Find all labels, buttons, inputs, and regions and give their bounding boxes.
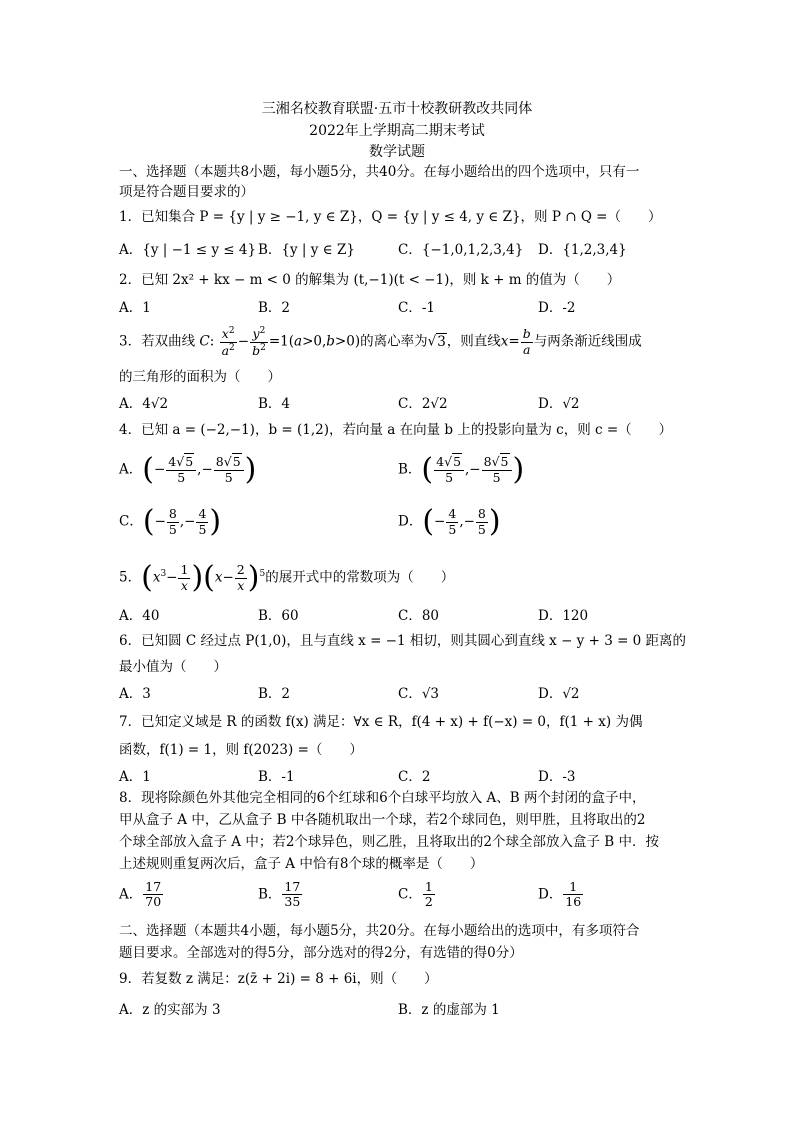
q4-option-c: C．(− $\frac{8}{5}$ ,− $\frac{4}{5}$ )	[119, 504, 222, 539]
section2-instructions-1: 二、选择题（本题共4小题，每小题5分，共20分。在每小题给出的选项中，有多项符合	[119, 923, 640, 939]
header-alliance: 三湘名校教育联盟·五市十校教研教改共同体	[261, 101, 533, 117]
q3-stem-post: 与两条渐近线围成	[533, 333, 642, 350]
q3-stem-mid: 的离心率为	[360, 333, 428, 350]
q8-option-c: C． $\frac{1}{2}$	[398, 879, 433, 910]
q4-option-c-label: C．	[119, 513, 143, 530]
q3-stem-mid2: ，则直线	[446, 333, 501, 350]
q9-option-b: B．z 的虚部为 1	[398, 1002, 500, 1018]
q3-option-a: A．4√2	[119, 396, 169, 412]
q1-option-d: D．{1,2,3,4}	[538, 242, 627, 258]
q5-option-c: C．80	[398, 608, 440, 624]
q3-option-d: D．√2	[538, 396, 580, 412]
header-exam-title: 2022年上学期高二期末考试	[309, 123, 485, 139]
q5-option-b: B．60	[258, 608, 299, 624]
section2-instructions-2: 题目要求。全部选对的得5分，部分选对的得2分，有选错的得0分）	[119, 945, 523, 961]
q2-option-b: B．2	[258, 300, 291, 316]
q7-stem-1: 7．已知定义域是 R 的函数 f(x) 满足：∀x ∈ R，f(4 + x) + f(−x) = 0，f(1 + x) 为偶	[119, 714, 643, 730]
q2-option-c: C．-1	[398, 300, 435, 316]
q8-b-numerator: 17	[284, 879, 301, 894]
q8-option-a: A． $\frac{17}{70}$	[119, 879, 162, 910]
q9-stem: 9．若复数 z 满足：z(z̄ + 2i) = 8 + 6i，则（ ）	[119, 971, 438, 987]
q4-option-b-label: B．	[398, 461, 422, 478]
q5-option-d: D．120	[538, 608, 589, 624]
q1-option-a: A．{y | −1 ≤ y ≤ 4}	[119, 242, 257, 258]
q8-option-d: D． $\frac{1}{16}$	[538, 879, 582, 910]
q1-option-c: C．{−1,0,1,2,3,4}	[398, 242, 524, 258]
q7-option-c: C．2	[398, 769, 431, 785]
q8-d-denominator: 16	[565, 894, 582, 910]
q6-stem-2: 最小值为（ ）	[119, 659, 227, 675]
q4-option-a-label: A．	[119, 461, 143, 478]
section1-instructions-1: 一、选择题（本题共8小题，每小题5分，共40分。在每小题给出的四个选项中，只有一	[119, 164, 640, 180]
q8-stem-4: 上述规则重复两次后，盒子 A 中恰有8个球的概率是（ ）	[119, 856, 484, 872]
q5-stem-post: 的展开式中的常数项为（ ）	[265, 569, 455, 586]
q8-c-numerator: 1	[424, 879, 433, 894]
q2-option-d: D．-2	[538, 300, 576, 316]
q3-option-c: C．2√2	[398, 396, 448, 412]
q8-b-denominator: 35	[284, 894, 301, 910]
q6-option-a: A．3	[119, 686, 151, 702]
header-subject: 数学试题	[369, 144, 425, 160]
q5-stem-pre: 5．	[119, 569, 142, 586]
q8-a-numerator: 17	[145, 879, 162, 894]
q6-stem-1: 6．已知圆 C 经过点 P(1,0)，且与直线 x = −1 相切，则其圆心到直线 x − y + 3 = 0 距离的	[119, 633, 687, 649]
q2-stem: 2．已知 2x² + kx − m < 0 的解集为 (t,−1)(t < −1)，则 k + m 的值为（ ）	[119, 272, 621, 288]
q7-stem-2: 函数，f(1) = 1，则 f(2023) =（ ）	[119, 742, 363, 758]
q5-option-a: A．40	[119, 608, 160, 624]
q7-option-d: D．-3	[538, 769, 576, 785]
q6-option-b: B．2	[258, 686, 291, 702]
q8-stem-3: 个球全部放入盒子 A 中；若2个球异色，则乙胜，且将取出的2个球全部放入盒子 B 中．按	[119, 834, 660, 850]
q8-a-denominator: 70	[145, 894, 162, 910]
q4-option-d-label: D．	[398, 513, 423, 530]
q6-option-d: D．√2	[538, 686, 580, 702]
q8-stem-1: 8．现将除颜色外其他完全相同的6个红球和6个白球平均放入 A、B 两个封闭的盒子中，	[119, 790, 646, 806]
q4-option-d: D．(− $\frac{4}{5}$ ,− $\frac{8}{5}$ )	[398, 504, 501, 539]
q3-stem: 3．若双曲线 C: $\frac{x^2}{a^2}$ − $\frac{y^2}{b^2}$ =1(a>0,b>0)的离心率为√3，则直线x= $\frac{b}{a}$ 与两条渐近线围成	[119, 326, 642, 358]
q2-option-a: A．1	[119, 300, 151, 316]
q9-option-a: A．z 的实部为 3	[119, 1002, 221, 1018]
q7-option-b: B．-1	[258, 769, 295, 785]
q7-option-a: A．1	[119, 769, 151, 785]
q8-c-denominator: 2	[424, 894, 433, 910]
q8-d-numerator: 1	[563, 880, 583, 895]
q3-stem-line2: 的三角形的面积为（ ）	[119, 369, 281, 385]
q5-stem: 5．($x^3-$ $\frac{1}{x}$ )(x− $\frac{2}{x}$ )$^5$的展开式中的常数项为（ ）	[119, 560, 455, 595]
q3-stem-pre: 3．若双曲线	[119, 333, 196, 350]
q6-option-c: C．√3	[398, 686, 440, 702]
q8-option-b: B． $\frac{17}{35}$	[258, 879, 301, 910]
q4-option-b: B．( $\frac{4√5}{5}$ ,− $\frac{8√5}{5}$ )	[398, 452, 525, 487]
q3-option-b: B．4	[258, 396, 291, 412]
q4-stem: 4．已知 a = (−2,−1)，b = (1,2)，若向量 a 在向量 b 上的投影向量为 c，则 c =（ ）	[119, 422, 673, 438]
q4-option-a: A．(− $\frac{4√5}{5}$ ,− $\frac{8√5}{5}$ )	[119, 452, 257, 487]
q1-stem: 1．已知集合 P = {y | y ≥ −1, y ∈ Z}，Q = {y | y ≤ 4, y ∈ Z}，则 P ∩ Q =（ ）	[119, 209, 662, 225]
q1-option-b: B．{y | y ∈ Z}	[258, 242, 355, 258]
section1-instructions-2: 项是符合题目要求的）	[119, 184, 254, 200]
q8-stem-2: 甲从盒子 A 中，乙从盒子 B 中各随机取出一个球，若2个球同色，则甲胜，且将取出的2	[119, 812, 646, 828]
